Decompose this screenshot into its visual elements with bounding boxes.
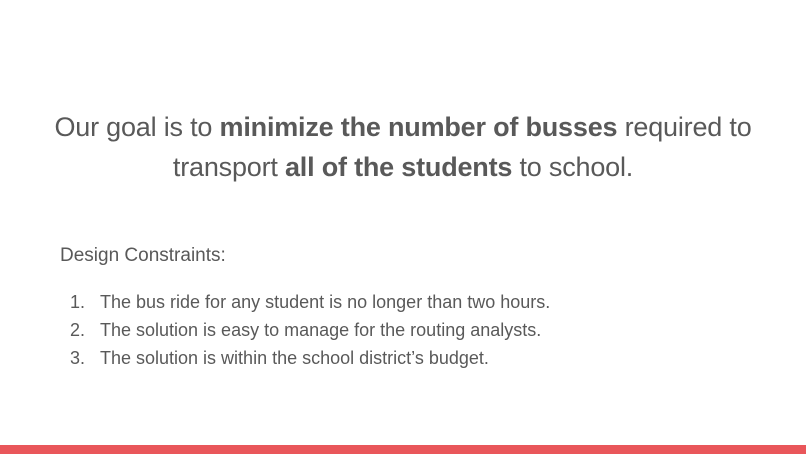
goal-text-part2: required to transport <box>172 112 752 182</box>
list-item <box>60 288 550 316</box>
list-item-number: 1. <box>70 292 86 312</box>
list-item-text: The solution is within the school district’s budget. <box>100 348 489 368</box>
goal-text-part1: Our goal is to <box>54 112 220 142</box>
goal-emphasis-busses: minimize the number of busses <box>219 112 618 142</box>
constraints-list <box>60 288 550 372</box>
accent-bar <box>0 445 806 454</box>
list-item <box>60 344 550 372</box>
list-item-text: The bus ride for any student is no longer than two hours. <box>100 292 551 312</box>
goal-emphasis-students: all of the students <box>284 152 513 182</box>
constraints-heading: Design Constraints: <box>60 245 226 266</box>
goal-statement <box>20 107 786 187</box>
list-item-number: 2. <box>70 320 86 340</box>
goal-text-part3: to school. <box>512 152 634 182</box>
list-item-number: 3. <box>70 348 86 368</box>
list-item-text: The solution is easy to manage for the routing analysts. <box>100 320 542 340</box>
list-item <box>60 316 550 344</box>
